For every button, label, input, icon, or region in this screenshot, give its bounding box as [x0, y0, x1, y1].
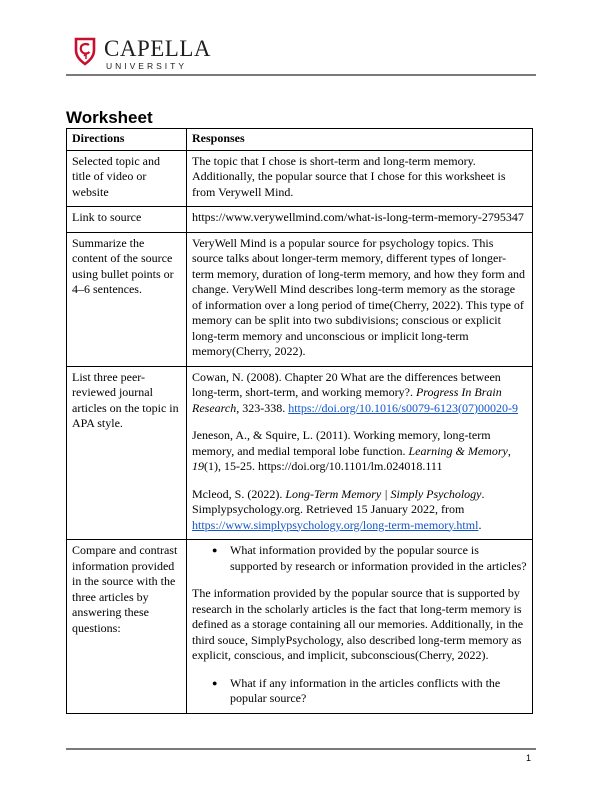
footer-divider	[66, 748, 536, 750]
reference-3: Mcleod, S. (2022). Long-Term Memory | Simply Psychology. Simplypsychology.org. Retrieved 15 January 2022, from https://www.simplypsychology.org/long-term-memory.html.	[192, 486, 485, 532]
direction-cell: Selected topic and title of video or website	[67, 150, 187, 207]
table-row	[67, 366, 533, 540]
logo-subtitle: UNIVERSITY	[106, 61, 188, 71]
page-title: Worksheet	[66, 108, 153, 127]
capella-shield-icon	[72, 36, 98, 66]
direction-cell: List three peer-reviewed journal articles on the topic in APA style.	[67, 366, 187, 540]
compare-cell	[187, 540, 533, 714]
table-header-row	[67, 129, 533, 151]
reference-link[interactable]: https://doi.org/10.1016/s0079-6123(07)00020-9	[288, 400, 518, 415]
column-header-directions: Directions	[67, 129, 187, 151]
response-cell: The topic that I chose is short-term and long-term memory. Additionally, the popular source that I chose for this worksheet is from Verywell Mind.	[187, 150, 533, 207]
worksheet-table	[66, 128, 533, 714]
logo-name: CAPELLA	[104, 36, 211, 61]
direction-cell: Summarize the content of the source using bullet points or 4–6 sentences.	[67, 232, 187, 366]
direction-cell: Link to source	[67, 207, 187, 233]
direction-cell: Compare and contrast information provided in the source with the three articles by answering these questions:	[67, 540, 187, 714]
table-row	[67, 232, 533, 366]
response-cell: VeryWell Mind is a popular source for psychology topics. This source talks about longer-term memory, different types of longer-term memory, duration of long-term memory, and how they form and change. VeryWell Mind describes long-term memory as the storage of information over a long period of time(Cherry, 2022). This type of memory can be split into two subdivisions; conscious or explicit long-term memory and unconscious or implicit long-term memory(Cherry, 2022).	[187, 232, 533, 366]
table-row	[67, 207, 533, 233]
column-header-responses: Responses	[187, 129, 533, 151]
response-cell: https://www.verywellmind.com/what-is-long-term-memory-2795347	[187, 207, 533, 233]
question-bullet: ● What if any information in the articles conflicts with the popular source?	[230, 676, 527, 707]
answer-paragraph: The information provided by the popular source that is supported by research in the scholarly articles is the fact that long-term memory is defined as a storage containing all our memories. Additionally, in the third souce, SimplyPsychology, also described long-term memory as explicit, conscious, and implicit, subconscious(Cherry, 2022).	[192, 586, 524, 662]
question-bullet: ● What information provided by the popular source is supported by research or information provided in the articles?	[230, 543, 527, 574]
reference-link[interactable]: https://www.simplypsychology.org/long-term-memory.html	[192, 517, 479, 532]
table-row	[67, 150, 533, 207]
reference-2: Jeneson, A., & Squire, L. (2011). Working memory, long-term memory, and medial temporal lobe function. Learning & Memory, 19(1), 15-25. https://doi.org/10.1101/lm.024018.111	[192, 428, 511, 473]
table-row	[67, 540, 533, 714]
reference-1: Cowan, N. (2008). Chapter 20 What are the differences between long-term, short-term, and working memory?. Progress In Brain Research, 323-338. https://doi.org/10.1016/s0079-6123(07)00020-9	[192, 369, 518, 415]
page-number: 1	[526, 753, 532, 763]
header-divider	[66, 74, 536, 76]
references-cell	[187, 366, 533, 540]
